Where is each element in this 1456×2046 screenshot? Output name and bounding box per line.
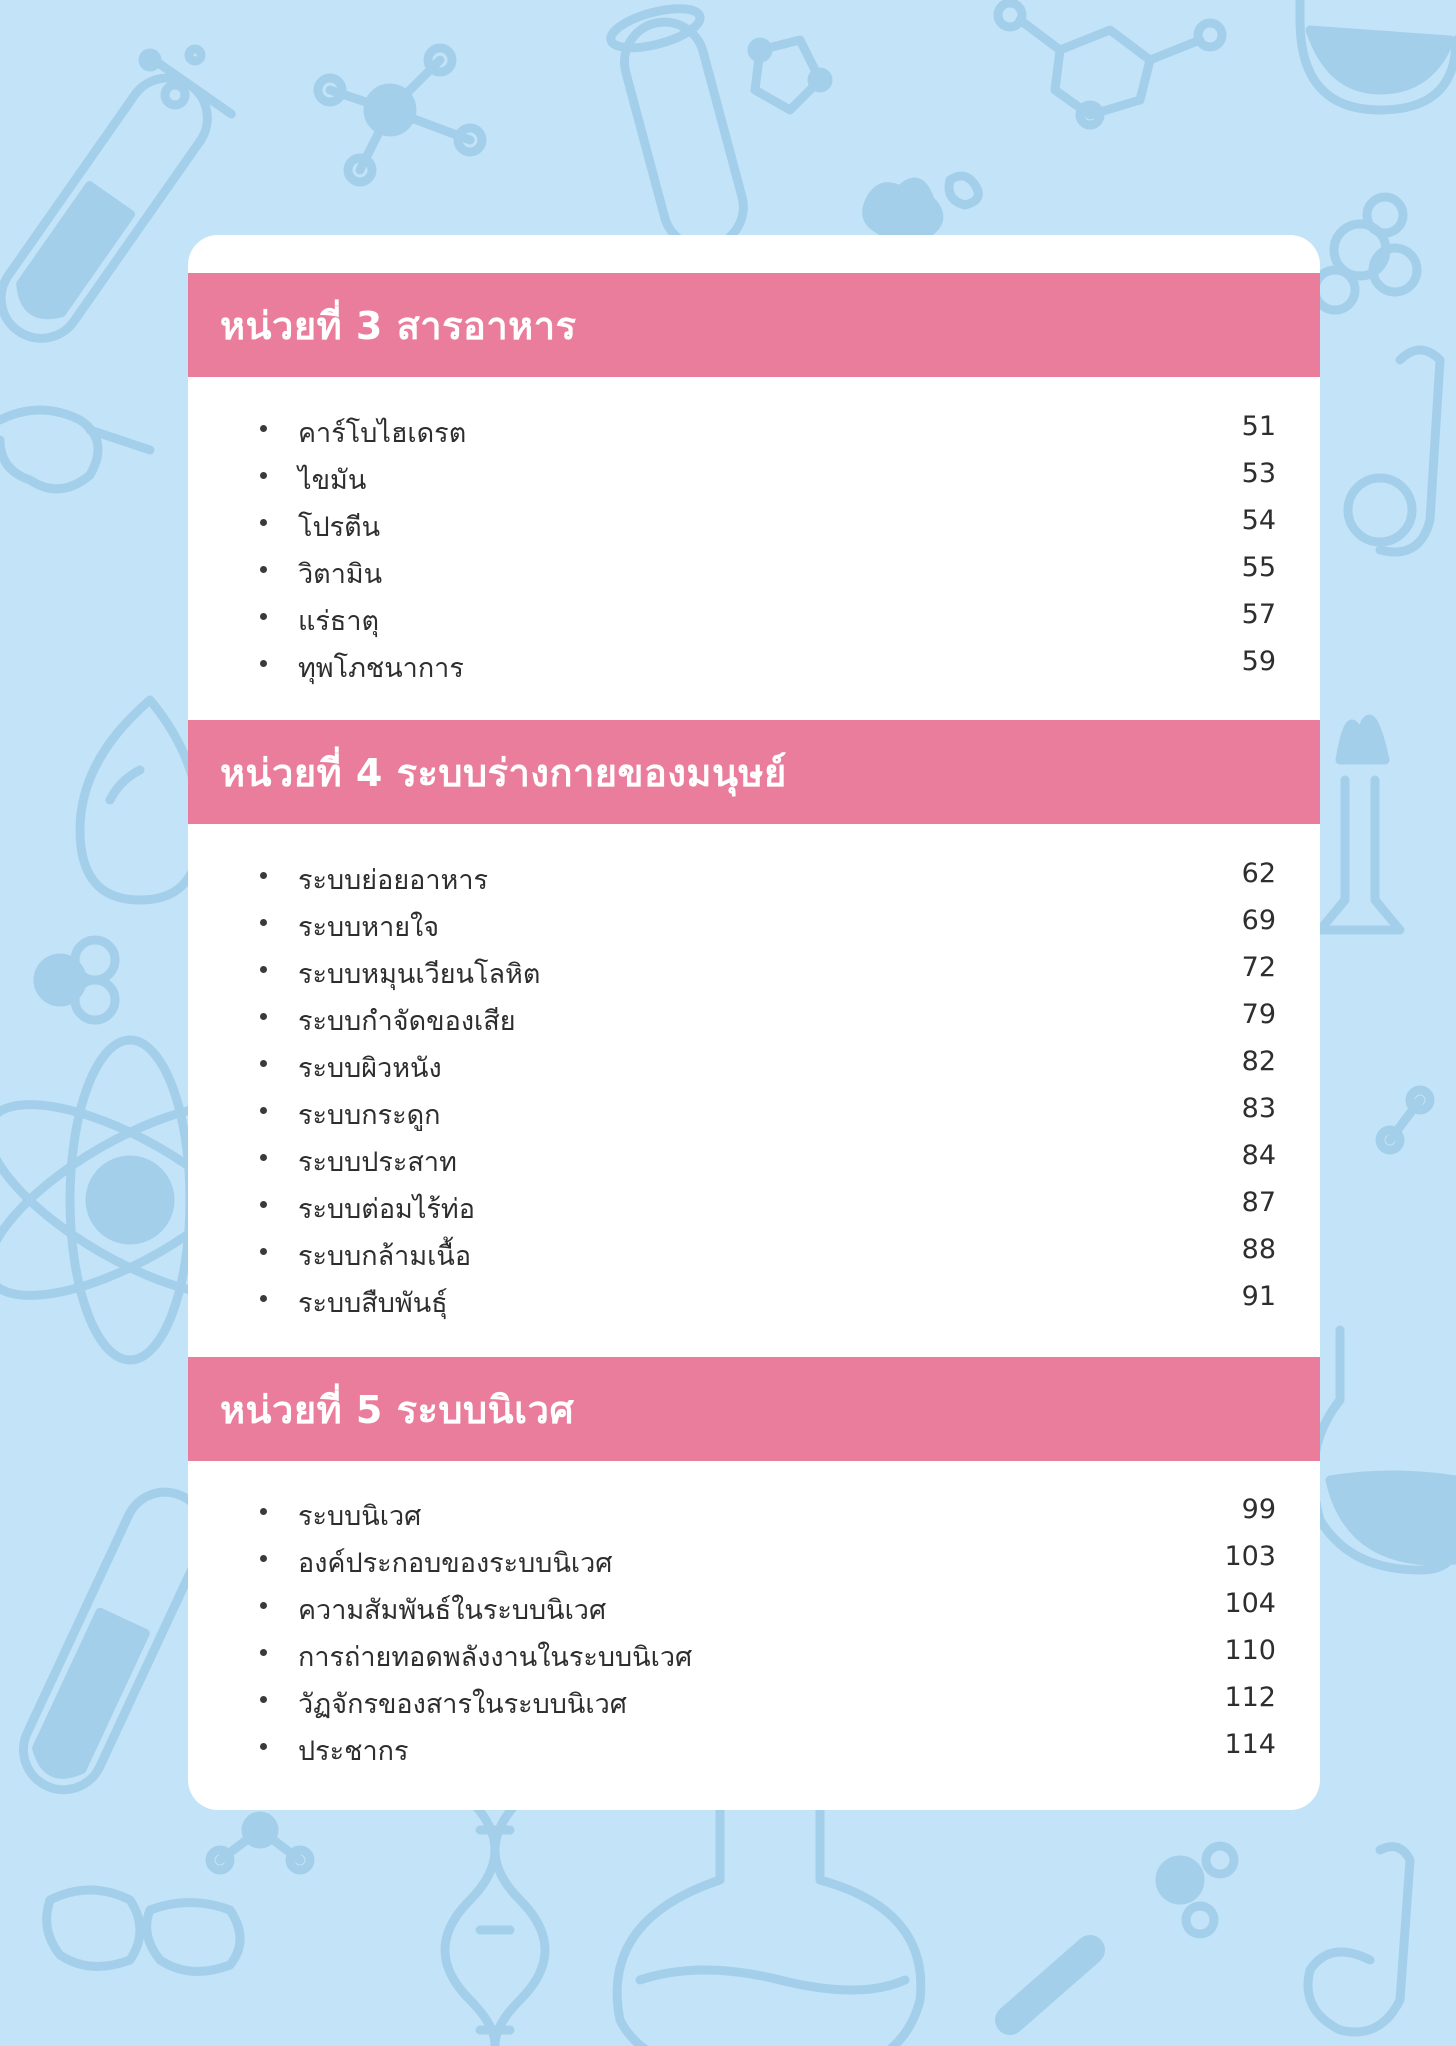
item-label: ทุพโภชนาการ xyxy=(298,653,464,684)
list-item[interactable] xyxy=(188,1228,1320,1275)
page-number: 103 xyxy=(1224,1541,1276,1572)
item-label: ระบบหมุนเวียนโลหิต xyxy=(298,959,541,990)
bullet-icon xyxy=(260,1154,267,1161)
list-item[interactable] xyxy=(188,852,1320,899)
bullet-icon xyxy=(260,1508,267,1515)
goggles-icon xyxy=(47,1890,240,1971)
list-item[interactable] xyxy=(188,1275,1320,1322)
flask-icon xyxy=(1300,0,1456,110)
list-item[interactable] xyxy=(188,1040,1320,1087)
page-number: 69 xyxy=(1241,905,1276,936)
bullet-icon xyxy=(260,1107,267,1114)
page-number: 88 xyxy=(1241,1234,1276,1265)
list-item[interactable] xyxy=(188,593,1320,640)
test-tube-icon xyxy=(10,1479,218,1803)
list-item[interactable] xyxy=(188,1087,1320,1134)
page-number: 114 xyxy=(1224,1729,1276,1760)
page-number: 99 xyxy=(1241,1494,1276,1525)
retort-icon xyxy=(1348,350,1440,552)
page-number: 72 xyxy=(1241,952,1276,983)
item-label: ระบบต่อมไร้ท่อ xyxy=(298,1194,475,1225)
list-item[interactable] xyxy=(188,1488,1320,1535)
item-label: วัฏจักรของสารในระบบนิเวศ xyxy=(298,1689,627,1720)
section-header-unit-5 xyxy=(188,1357,1320,1461)
item-label: ระบบนิเวศ xyxy=(298,1501,422,1532)
page-number: 57 xyxy=(1241,599,1276,630)
bullet-icon xyxy=(260,1743,267,1750)
bullet-icon xyxy=(260,1295,267,1302)
bullet-icon xyxy=(260,660,267,667)
item-label: ประชากร xyxy=(298,1736,409,1767)
section-items-unit-3 xyxy=(188,405,1320,687)
water-drop-icon xyxy=(80,700,200,900)
list-item[interactable] xyxy=(188,640,1320,687)
bullet-icon xyxy=(260,1013,267,1020)
bullet-icon xyxy=(260,472,267,479)
item-label: ระบบสืบพันธุ์ xyxy=(298,1288,448,1319)
section-title: หน่วยที่ 4 ระบบร่างกายของมนุษย์ xyxy=(220,750,787,795)
bullet-icon xyxy=(260,1696,267,1703)
molecule-icon xyxy=(998,3,1222,125)
page-number: 51 xyxy=(1241,411,1276,442)
bullet-icon xyxy=(260,613,267,620)
list-item[interactable] xyxy=(188,1582,1320,1629)
bullet-icon xyxy=(260,872,267,879)
page-number: 54 xyxy=(1241,505,1276,536)
page-number: 53 xyxy=(1241,458,1276,489)
item-label: การถ่ายทอดพลังงานในระบบนิเวศ xyxy=(298,1642,693,1673)
item-label: ความสัมพันธ์ในระบบนิเวศ xyxy=(298,1595,607,1626)
page-number: 87 xyxy=(1241,1187,1276,1218)
item-label: องค์ประกอบของระบบนิเวศ xyxy=(298,1548,613,1579)
item-label: ไขมัน xyxy=(298,465,367,496)
bullet-icon xyxy=(260,519,267,526)
bullet-icon xyxy=(260,566,267,573)
bullet-icon xyxy=(260,1602,267,1609)
page-number: 79 xyxy=(1241,999,1276,1030)
section-header-unit-3 xyxy=(188,273,1320,377)
bullet-icon xyxy=(260,1248,267,1255)
list-item[interactable] xyxy=(188,946,1320,993)
page-number: 91 xyxy=(1241,1281,1276,1312)
list-item[interactable] xyxy=(188,993,1320,1040)
list-item[interactable] xyxy=(188,405,1320,452)
section-items-unit-4 xyxy=(188,852,1320,1322)
table-of-contents-card xyxy=(188,235,1320,1810)
item-label: วิตามิน xyxy=(298,559,383,590)
page-number: 59 xyxy=(1241,646,1276,677)
item-label: ระบบประสาท xyxy=(298,1147,457,1178)
list-item[interactable] xyxy=(188,1535,1320,1582)
bullet-icon xyxy=(260,1555,267,1562)
section-title: หน่วยที่ 3 สารอาหาร xyxy=(220,303,577,348)
goggles-icon xyxy=(0,410,150,489)
list-item[interactable] xyxy=(188,1676,1320,1723)
bullet-icon xyxy=(260,425,267,432)
section-items-unit-5 xyxy=(188,1488,1320,1770)
bullet-icon xyxy=(260,919,267,926)
bunsen-burner-icon xyxy=(1320,719,1400,930)
item-label: ระบบผิวหนัง xyxy=(298,1053,442,1084)
item-label: ระบบหายใจ xyxy=(298,912,440,943)
bullet-icon xyxy=(260,966,267,973)
list-item[interactable] xyxy=(188,1134,1320,1181)
bullet-icon xyxy=(260,1649,267,1656)
molecule-icon xyxy=(318,48,482,182)
bullet-icon xyxy=(260,1060,267,1067)
item-label: ระบบกำจัดของเสีย xyxy=(298,1006,516,1037)
list-item[interactable] xyxy=(188,546,1320,593)
item-label: ระบบย่อยอาหาร xyxy=(298,865,488,896)
round-flask-icon xyxy=(617,1800,921,2046)
list-item[interactable] xyxy=(188,499,1320,546)
item-label: คาร์โบไฮเดรต xyxy=(298,418,467,449)
section-header-unit-4 xyxy=(188,720,1320,824)
list-item[interactable] xyxy=(188,1629,1320,1676)
item-label: ระบบกระดูก xyxy=(298,1100,441,1131)
page-number: 104 xyxy=(1224,1588,1276,1619)
test-tube-icon xyxy=(607,1,758,258)
page-number: 112 xyxy=(1224,1682,1276,1713)
list-item[interactable] xyxy=(188,1181,1320,1228)
page-number: 62 xyxy=(1241,858,1276,889)
page-number: 84 xyxy=(1241,1140,1276,1171)
page-number: 55 xyxy=(1241,552,1276,583)
retort-icon xyxy=(1308,1847,1410,2032)
page-number: 82 xyxy=(1241,1046,1276,1077)
list-item[interactable] xyxy=(188,452,1320,499)
page-number: 83 xyxy=(1241,1093,1276,1124)
item-label: แร่ธาตุ xyxy=(298,606,380,637)
bullet-icon xyxy=(260,1201,267,1208)
flask-icon xyxy=(1313,1330,1456,1570)
dna-icon xyxy=(445,1800,545,2046)
list-item[interactable] xyxy=(188,899,1320,946)
page-number: 110 xyxy=(1224,1635,1276,1666)
item-label: โปรตีน xyxy=(298,512,381,543)
item-label: ระบบกล้ามเนื้อ xyxy=(298,1241,472,1272)
section-title: หน่วยที่ 5 ระบบนิเวศ xyxy=(220,1387,575,1432)
list-item[interactable] xyxy=(188,1723,1320,1770)
